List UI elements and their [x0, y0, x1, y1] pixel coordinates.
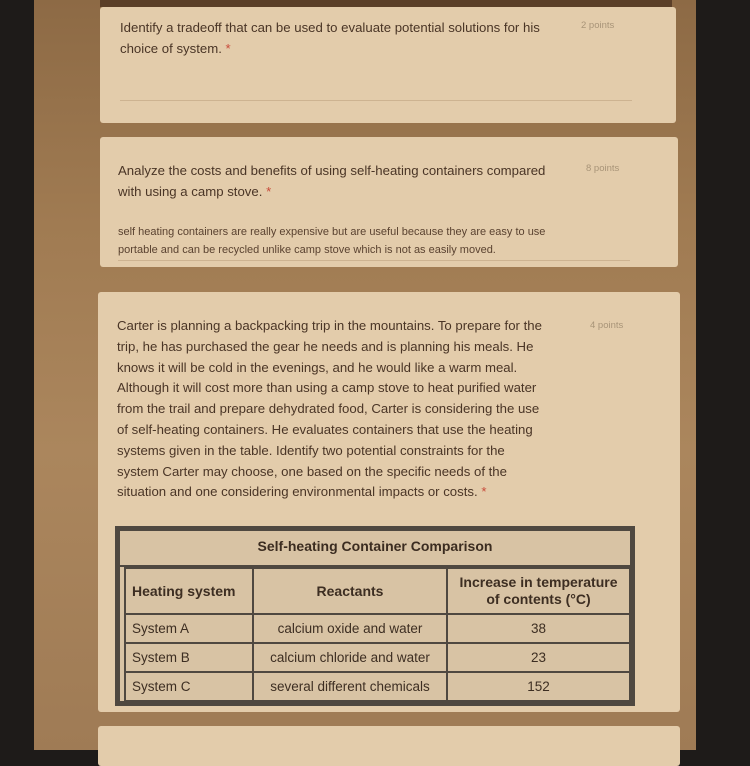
question-3-line-last: situation and one considering environmental impacts or costs.: [117, 484, 478, 500]
question-3-line: Carter is planning a backpacking trip in the mountains. To prepare for the: [117, 318, 542, 333]
question-2-text: [118, 160, 583, 202]
header-temperature-increase: [447, 568, 630, 614]
question-3-line: system Carter may choose, one based on the specific needs of the: [117, 463, 507, 479]
table-grid: [124, 567, 631, 702]
table-row: [125, 643, 630, 672]
question-2-answer-underline: [118, 260, 630, 261]
question-1-text: [120, 17, 570, 59]
question-3-line: [117, 482, 587, 503]
table-header-row: [125, 568, 630, 614]
question-2-answer-line-2: portable and can be recycled unlike camp stove which is not as easily moved.: [118, 244, 496, 256]
question-3-text: [117, 316, 587, 503]
cell-increase: 152: [447, 672, 630, 701]
cell-system: System A: [125, 614, 253, 643]
question-3-line: Although it will cost more than using a camp stove to heat purified water: [117, 380, 537, 396]
question-3-line: knows it will be cold in the evenings, and he would like a warm meal.: [117, 359, 518, 375]
question-1-line-2-text: choice of system.: [120, 41, 222, 56]
question-card-4: [98, 726, 680, 766]
cell-system: System B: [125, 643, 253, 672]
question-3-line: from the trail and prepare dehydrated food, Carter is considering the use: [117, 401, 540, 417]
question-3-line: systems given in the table. Identify two potential constraints for the: [117, 442, 505, 458]
required-marker: *: [266, 184, 272, 199]
question-2-line-1: Analyze the costs and benefits of using self-heating containers compared: [118, 163, 546, 178]
question-2-points: 8 points: [586, 163, 620, 174]
cell-system: System C: [125, 672, 253, 701]
table-row: [125, 614, 630, 643]
table-title: Self-heating Container Comparison: [120, 531, 630, 567]
question-2-line-2-text: with using a camp stove.: [118, 184, 263, 199]
header-temperature-line-2: of contents (°C): [486, 591, 591, 607]
comparison-table: [115, 526, 635, 706]
cell-increase: 38: [447, 614, 630, 643]
cell-increase: 23: [447, 643, 630, 672]
cell-reactants: calcium chloride and water: [253, 643, 447, 672]
question-3-points: 4 points: [590, 320, 624, 331]
question-1-points: 2 points: [581, 20, 615, 31]
cell-reactants: calcium oxide and water: [253, 614, 447, 643]
question-3-line: trip, he has purchased the gear he needs and is planning his meals. He: [117, 338, 534, 354]
header-temperature-line-1: Increase in temperature: [459, 574, 618, 590]
question-2-answer-field[interactable]: [118, 223, 618, 259]
header-heating-system: Heating system: [125, 568, 253, 614]
header-bar: [100, 0, 672, 7]
question-3-line: of self-heating containers. He evaluates containers that use the heating: [117, 421, 533, 437]
required-marker: *: [481, 484, 487, 500]
question-1-line-1: Identify a tradeoff that can be used to evaluate potential solutions for his: [120, 20, 540, 35]
table-row: [125, 672, 630, 701]
question-2-answer-line-1: self heating containers are really expensive but are useful because they are easy to use: [118, 226, 546, 238]
cell-reactants: several different chemicals: [253, 672, 447, 701]
question-1-line-2: [120, 38, 570, 59]
header-reactants: Reactants: [253, 568, 447, 614]
required-marker: *: [225, 41, 231, 56]
question-1-answer-field[interactable]: [120, 100, 632, 101]
question-2-line-2: [118, 181, 583, 202]
